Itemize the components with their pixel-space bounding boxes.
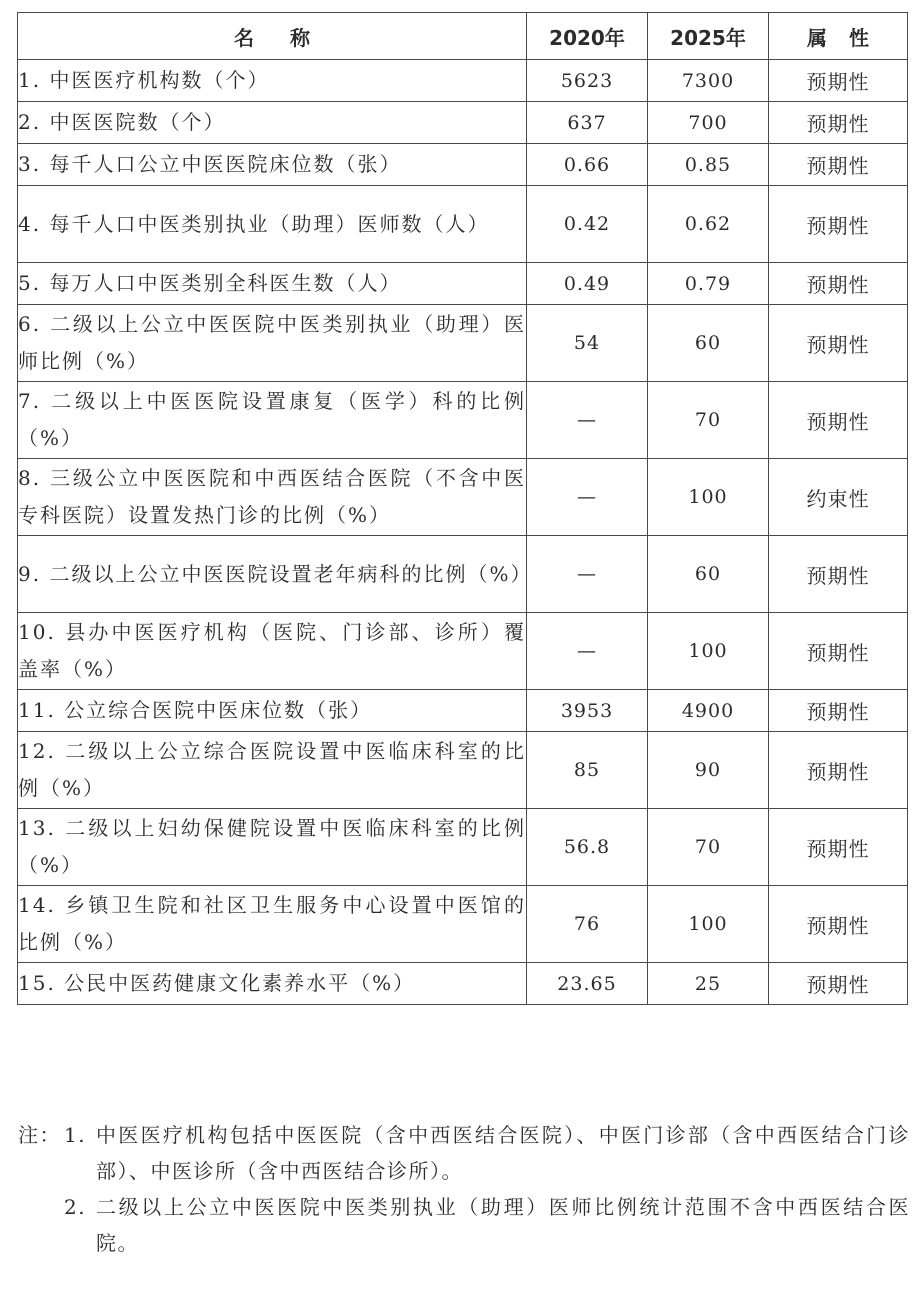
value-2020: 85 — [527, 732, 648, 809]
value-2020: 56.8 — [527, 809, 648, 886]
footnote-text: 中医医疗机构包括中医医院（含中西医结合医院）、中医门诊部（含中西医结合门诊部）、中医诊所（含中西医结合诊所）。 — [96, 1123, 910, 1183]
value-2020: — — [527, 382, 648, 459]
value-2020: 54 — [527, 305, 648, 382]
attribute-value: 预期性 — [769, 690, 908, 732]
indicator-name: 3. 每千人口公立中医医院床位数（张） — [18, 144, 527, 186]
attribute-value: 预期性 — [769, 305, 908, 382]
indicator-name: 15. 公民中医药健康文化素养水平（%） — [18, 963, 527, 1005]
header-2025: 2025年 — [648, 13, 769, 60]
indicator-name: 10. 县办中医医疗机构（医院、门诊部、诊所）覆盖率（%） — [18, 613, 527, 690]
indicator-name: 1. 中医医疗机构数（个） — [18, 60, 527, 102]
attribute-value: 预期性 — [769, 263, 908, 305]
value-2020: 76 — [527, 886, 648, 963]
attribute-value: 预期性 — [769, 382, 908, 459]
attribute-value: 约束性 — [769, 459, 908, 536]
value-2025: 100 — [648, 613, 769, 690]
value-2025: 0.62 — [648, 186, 769, 263]
indicator-name: 6. 二级以上公立中医医院中医类别执业（助理）医师比例（%） — [18, 305, 527, 382]
value-2020: 0.42 — [527, 186, 648, 263]
attribute-value: 预期性 — [769, 886, 908, 963]
value-2025: 0.79 — [648, 263, 769, 305]
table-row — [18, 690, 908, 732]
value-2025: 100 — [648, 459, 769, 536]
footnote-number: 1. — [64, 1123, 87, 1147]
footnote-item — [18, 1189, 910, 1261]
indicator-name: 2. 中医医院数（个） — [18, 102, 527, 144]
indicators-table — [17, 12, 908, 1005]
table-row — [18, 809, 908, 886]
value-2025: 100 — [648, 886, 769, 963]
attribute-value: 预期性 — [769, 963, 908, 1005]
value-2020: 5623 — [527, 60, 648, 102]
value-2020: 3953 — [527, 690, 648, 732]
table-row — [18, 60, 908, 102]
value-2025: 0.85 — [648, 144, 769, 186]
header-attribute: 属性 — [769, 13, 908, 60]
indicator-name: 4. 每千人口中医类别执业（助理）医师数（人） — [18, 186, 527, 263]
attribute-value: 预期性 — [769, 536, 908, 613]
table-row — [18, 459, 908, 536]
table-row — [18, 886, 908, 963]
value-2025: 70 — [648, 809, 769, 886]
indicator-name: 12. 二级以上公立综合医院设置中医临床科室的比例（%） — [18, 732, 527, 809]
indicator-name: 9. 二级以上公立中医医院设置老年病科的比例（%） — [18, 536, 527, 613]
table-row — [18, 963, 908, 1005]
value-2025: 7300 — [648, 60, 769, 102]
value-2025: 70 — [648, 382, 769, 459]
value-2020: 23.65 — [527, 963, 648, 1005]
attribute-value: 预期性 — [769, 613, 908, 690]
attribute-value: 预期性 — [769, 809, 908, 886]
value-2020: 637 — [527, 102, 648, 144]
table-row — [18, 305, 908, 382]
indicator-name: 5. 每万人口中医类别全科医生数（人） — [18, 263, 527, 305]
header-name: 名称 — [18, 13, 527, 60]
table-row — [18, 382, 908, 459]
table-row — [18, 613, 908, 690]
table-row — [18, 263, 908, 305]
indicator-name: 7. 二级以上中医医院设置康复（医学）科的比例（%） — [18, 382, 527, 459]
table-header-row — [18, 13, 908, 60]
table-row — [18, 732, 908, 809]
value-2025: 700 — [648, 102, 769, 144]
table-row — [18, 144, 908, 186]
footnote-number: 2. — [64, 1195, 87, 1219]
footnote-prefix: 注： — [18, 1123, 61, 1147]
footnote-item — [18, 1117, 910, 1189]
attribute-value: 预期性 — [769, 732, 908, 809]
table-row — [18, 102, 908, 144]
indicator-name: 11. 公立综合医院中医床位数（张） — [18, 690, 527, 732]
value-2025: 90 — [648, 732, 769, 809]
indicator-name: 14. 乡镇卫生院和社区卫生服务中心设置中医馆的比例（%） — [18, 886, 527, 963]
attribute-value: 预期性 — [769, 60, 908, 102]
value-2020: — — [527, 613, 648, 690]
footnotes — [18, 1117, 910, 1261]
value-2025: 60 — [648, 536, 769, 613]
attribute-value: 预期性 — [769, 102, 908, 144]
value-2025: 4900 — [648, 690, 769, 732]
header-2020: 2020年 — [527, 13, 648, 60]
table-row — [18, 186, 908, 263]
indicator-name: 8. 三级公立中医医院和中西医结合医院（不含中医专科医院）设置发热门诊的比例（%） — [18, 459, 527, 536]
value-2025: 25 — [648, 963, 769, 1005]
table-row — [18, 536, 908, 613]
value-2020: 0.49 — [527, 263, 648, 305]
value-2020: — — [527, 459, 648, 536]
value-2020: 0.66 — [527, 144, 648, 186]
indicator-name: 13. 二级以上妇幼保健院设置中医临床科室的比例（%） — [18, 809, 527, 886]
attribute-value: 预期性 — [769, 144, 908, 186]
attribute-value: 预期性 — [769, 186, 908, 263]
value-2025: 60 — [648, 305, 769, 382]
value-2020: — — [527, 536, 648, 613]
footnote-text: 二级以上公立中医医院中医类别执业（助理）医师比例统计范围不含中西医结合医院。 — [96, 1195, 910, 1255]
